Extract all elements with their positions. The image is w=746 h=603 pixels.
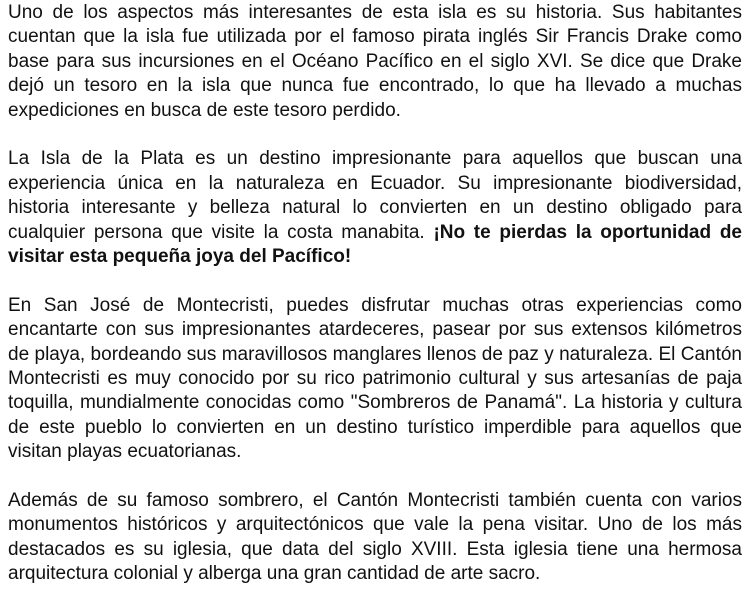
paragraph-text: La Isla de la Plata es un destino impresionante para aquellos que buscan una experiencia única en la naturaleza en Ecuador. Su impresionante biodiversidad, historia interesante y belleza natural lo convierten en un destino obligado para cualquier persona que visite la costa manabita. [8,148,742,243]
paragraph-montecristi-experiences [8,294,742,465]
paragraph-text: Uno de los aspectos más interesantes de esta isla es su historia. Sus habitantes cuentan que la isla fue utilizada por el famoso pirata inglés Sir Francis Drake como base para sus incursiones en el Océano Pacífico en el siglo XVI. Se dice que Drake dejó un tesoro en la isla que nunca fue encontrado, lo que ha llevado a muchas expediciones en busca de este tesoro perdido. [8,2,742,121]
paragraph-isla-de-la-plata [8,147,742,269]
paragraph-text: Además de su famoso sombrero, el Cantón Montecristi también cuenta con varios monumentos históricos y arquitectónicos que vale la pena visitar. Uno de los más destacados es su iglesia, que data del siglo XVIII. Esta iglesia tiene una hermosa arquitectura colonial y alberga una gran cantidad de arte sacro. [8,490,742,585]
paragraph-text: En San José de Montecristi, puedes disfrutar muchas otras experiencias como encantarte con sus impresionantes atardeceres, pasear por sus extensos kilómetros de playa, bordeando sus maravillosos manglares llenos de paz y naturaleza. El Cantón Montecristi es muy conocido por su rico patrimonio cultural y sus artesanías de paja toquilla, mundialmente conocidas como "Sombreros de Panamá". La historia y cultura de este pueblo lo convierten en un destino turístico imperdible para aquellos que visitan playas ecuatorianas. [8,294,742,463]
paragraph-montecristi-monuments [8,489,742,587]
call-to-action-text: ¡No te pierdas la oportunidad de visitar esta pequeña joya del Pacífico! [8,221,742,268]
paragraph-drake-history [8,1,742,123]
